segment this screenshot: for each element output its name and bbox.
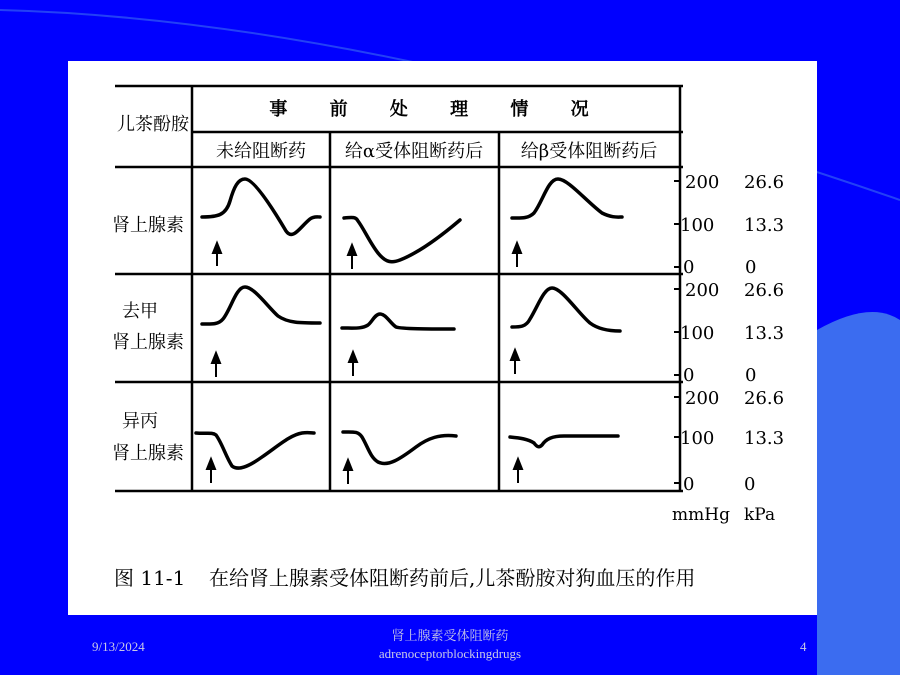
curve-isoproterenol-no-blocker bbox=[196, 433, 314, 469]
scale-kpa-0: 0 bbox=[745, 257, 757, 278]
injection-arrow bbox=[348, 245, 356, 269]
row-label-isoproterenol-line1: 异丙 bbox=[122, 411, 158, 432]
footer-title-cn: 肾上腺素受体阻断药 bbox=[391, 628, 509, 643]
row-label-norepinephrine-line2: 肾上腺素 bbox=[112, 332, 184, 353]
injection-arrow bbox=[349, 352, 357, 376]
scale-mmhg-200: 200 bbox=[685, 280, 720, 301]
scale-mmhg-0: 0 bbox=[683, 257, 695, 278]
curve-isoproterenol-alpha-blocker bbox=[343, 432, 456, 464]
unit-mmhg: mmHg bbox=[672, 505, 730, 525]
scale-mmhg-0: 0 bbox=[683, 365, 695, 386]
footer-date: 9/13/2024 bbox=[92, 639, 145, 654]
column-header-no-blocker: 未给阻断药 bbox=[216, 141, 306, 162]
curve-epinephrine-no-blocker bbox=[202, 179, 320, 234]
scale-mmhg-100: 100 bbox=[680, 215, 715, 236]
row-label-norepinephrine-line1: 去甲 bbox=[122, 301, 158, 322]
scale-mmhg-100: 100 bbox=[680, 323, 715, 344]
caption-text: 在给肾上腺素受体阻断药前后,儿茶酚胺对狗血压的作用 bbox=[209, 566, 696, 590]
caption-number: 图 11-1 bbox=[114, 566, 186, 590]
scale-kpa-13-3: 13.3 bbox=[744, 215, 785, 236]
curve-epinephrine-beta-blocker bbox=[512, 179, 622, 218]
pretreatment-header: 事 前 处 理 情 况 bbox=[269, 99, 607, 120]
injection-arrow bbox=[344, 460, 352, 484]
row-label-epinephrine: 肾上腺素 bbox=[112, 215, 184, 236]
injection-arrow bbox=[513, 243, 521, 267]
scale-kpa-26-6: 26.6 bbox=[744, 172, 785, 193]
scale-mmhg-200: 200 bbox=[685, 172, 720, 193]
injection-arrow bbox=[213, 243, 221, 266]
scale-kpa-26-6: 26.6 bbox=[744, 280, 785, 301]
injection-arrow bbox=[514, 459, 522, 483]
row-label-isoproterenol-line2: 肾上腺素 bbox=[112, 443, 184, 464]
injection-arrow bbox=[207, 459, 215, 483]
curve-norepinephrine-alpha-blocker bbox=[342, 314, 454, 329]
corner-header: 儿茶酚胺 bbox=[117, 114, 189, 135]
scale-kpa-0: 0 bbox=[744, 474, 756, 495]
curve-epinephrine-alpha-blocker bbox=[344, 217, 460, 261]
column-header-beta-blocker: 给β受体阻断药后 bbox=[520, 141, 658, 162]
scale-mmhg-0: 0 bbox=[683, 474, 695, 495]
curve-norepinephrine-no-blocker bbox=[202, 287, 320, 324]
column-header-alpha-blocker: 给α受体阻断药后 bbox=[344, 141, 484, 162]
scale-kpa-13-3: 13.3 bbox=[744, 323, 785, 344]
curve-isoproterenol-beta-blocker bbox=[510, 436, 618, 447]
blood-pressure-figure bbox=[68, 61, 817, 615]
scale-kpa-26-6: 26.6 bbox=[744, 388, 785, 409]
footer-title bbox=[300, 627, 600, 663]
injection-arrow bbox=[212, 353, 220, 377]
scale-kpa-13-3: 13.3 bbox=[744, 428, 785, 449]
scale-mmhg-200: 200 bbox=[685, 388, 720, 409]
unit-kpa: kPa bbox=[744, 505, 776, 525]
footer-page-number: 4 bbox=[800, 639, 807, 654]
curve-norepinephrine-beta-blocker bbox=[512, 288, 620, 331]
scale-kpa-0: 0 bbox=[745, 365, 757, 386]
injection-arrow bbox=[511, 350, 519, 374]
figure-panel bbox=[68, 61, 817, 615]
scale-mmhg-100: 100 bbox=[680, 428, 715, 449]
footer-title-en: adrenoceptorblockingdrugs bbox=[378, 646, 522, 661]
